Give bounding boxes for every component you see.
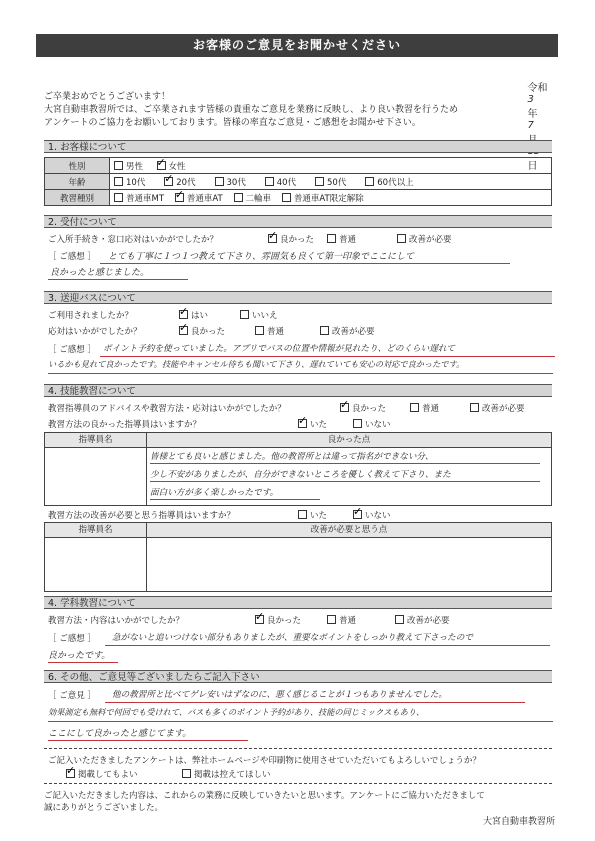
checkbox[interactable] <box>255 326 264 335</box>
checkbox-checked[interactable] <box>164 177 173 186</box>
date-year[interactable]: 3 <box>527 94 534 105</box>
bus-q1: ご利用されましたか？ <box>48 311 134 321</box>
checkbox[interactable] <box>114 161 123 170</box>
skill-q2: 教習方法の良かった指導員はいますか？ <box>48 420 202 430</box>
checkbox[interactable] <box>240 310 249 319</box>
skill-q1-improve[interactable]: 改善が必要 <box>470 402 525 414</box>
underline <box>150 481 540 482</box>
bus-q2-normal[interactable]: 普通 <box>255 325 284 337</box>
skill-q2-yes[interactable]: ✓ いた <box>298 418 327 430</box>
underline <box>105 645 550 646</box>
section-header-skill: 4. 技能教習について <box>44 384 552 397</box>
checkbox-checked[interactable] <box>66 769 75 778</box>
checkbox-checked[interactable] <box>179 326 188 335</box>
checkbox[interactable] <box>234 193 243 202</box>
course-option[interactable]: 普通車MT <box>114 194 164 204</box>
checkbox[interactable] <box>410 403 419 412</box>
table-divider <box>146 523 147 591</box>
checkbox[interactable] <box>114 177 123 186</box>
checkbox-checked[interactable] <box>353 510 362 519</box>
improve-col-points: 改善が必要と思う点 <box>147 523 551 538</box>
page-title: お客様のご意見をお聞かせください <box>36 34 558 57</box>
skill-q1-good[interactable]: ✓ 良かった <box>340 402 386 414</box>
intro-line: 大宮自動車教習所では、ご卒業されます皆様の貴重なご意見を業務に反映し、より良い教習を行うため <box>44 105 459 115</box>
checkbox[interactable] <box>365 177 374 186</box>
underline <box>100 263 510 264</box>
checkbox[interactable] <box>315 177 324 186</box>
table-divider <box>146 433 147 505</box>
checkbox-checked[interactable] <box>179 310 188 319</box>
publish-option-ok[interactable]: ✓掲載してもよい <box>66 768 138 780</box>
skill-q2-no[interactable]: いない <box>353 418 391 430</box>
underline <box>48 279 188 280</box>
bus-q2: 応対はいかがでしたか？ <box>48 327 142 337</box>
intro-line: ご卒業おめでとうございます！ <box>44 92 171 102</box>
publish-question: ご記入いただきましたアンケートは、弊社ホームページや印刷物に使用させていただいてもよろしいでしょうか？ <box>48 756 481 766</box>
gender-options <box>110 158 552 174</box>
reception-question: ご入所手続き・窓口応対はいかがでしたか？ <box>48 235 219 245</box>
academic-comment-line[interactable]: 良かったです。 <box>48 651 111 661</box>
checkbox[interactable] <box>320 326 329 335</box>
signature: 大宮自動車教習所 <box>482 817 555 827</box>
underline <box>48 721 553 722</box>
checkbox-checked[interactable] <box>268 234 277 243</box>
other-comment-line[interactable]: 効果測定も無料で何回でも受けれて、バスも多くのポイント予約があり、技能の同じミックスもあり、 <box>48 707 425 717</box>
course-label: 教習種別 <box>45 190 110 206</box>
good-col-points: 良かった点 <box>147 433 551 448</box>
good-col-instructor: 指導員名 <box>45 433 146 448</box>
bus-comment-line[interactable]: ポイント予約を使っていました。アプリでバスの位置や情報が見れたり、どのくらい遅れて <box>103 344 456 354</box>
checkbox[interactable] <box>114 193 123 202</box>
footer-text <box>44 790 485 814</box>
bus-q1-yes[interactable]: ✓ はい <box>179 309 208 321</box>
reception-comment-line[interactable]: とても丁寧に１つ１つ教えて下さり、雰囲気も良くて第一印象でここにして <box>108 252 415 262</box>
course-options <box>110 190 552 206</box>
other-comment-label: ［ ご意見 ］ <box>48 691 96 701</box>
date-month[interactable]: 7 <box>527 120 534 131</box>
checkbox-checked[interactable] <box>157 161 166 170</box>
good-point-line[interactable]: 少し不安がありましたが、自分ができないところを優しく教えて下さり、また <box>150 470 451 480</box>
other-comment-line[interactable]: 他の教習所と比べてゲレ安いはずなのに、悪く感じることが１つもありませんでした。 <box>112 690 447 700</box>
underline <box>105 702 525 703</box>
date-era: 令和 <box>527 83 548 94</box>
checkbox[interactable] <box>282 193 291 202</box>
academic-option-improve[interactable]: 改善が必要 <box>395 614 450 626</box>
underline <box>48 740 248 741</box>
checkbox-checked[interactable] <box>175 193 184 202</box>
checkbox[interactable] <box>327 615 336 624</box>
age-label: 年齢 <box>45 174 110 190</box>
date-year-label: 年 <box>527 109 538 120</box>
date-day-label: 日 <box>527 161 538 172</box>
course-option[interactable]: 普通車AT限定解除 <box>282 194 364 204</box>
age-option[interactable]: 10代 <box>114 178 145 188</box>
section-header-reception: 2. 受付について <box>44 215 552 228</box>
bus-q1-no[interactable]: いいえ <box>240 309 278 321</box>
underline <box>150 499 320 500</box>
dashed-divider <box>44 748 552 749</box>
bus-q2-good[interactable]: ✓ 良かった <box>179 325 225 337</box>
section-header-customer: 1. お客様について <box>44 140 552 153</box>
skill-q1: 教習指導員のアドバイスや教習方法・応対はいかがでしたか？ <box>48 404 286 414</box>
improve-col-instructor: 指導員名 <box>45 523 146 538</box>
age-option[interactable]: 60代以上 <box>365 178 413 188</box>
age-option[interactable]: ✓ 20代 <box>164 178 195 188</box>
skill-q3-no[interactable]: ✓ いない <box>353 509 391 521</box>
good-point-line[interactable]: 面白い方が多く楽しかったです。 <box>150 488 279 498</box>
gender-label: 性別 <box>45 158 110 174</box>
checkbox[interactable] <box>470 403 479 412</box>
intro-line: アンケートのご協力をお願いしております。皆様の率直なご意見・ご感想をお聞かせ下さい。 <box>44 118 421 128</box>
checkbox-checked[interactable] <box>340 403 349 412</box>
bus-q2-improve[interactable]: 改善が必要 <box>320 325 375 337</box>
course-option[interactable]: 二輪車 <box>234 194 272 204</box>
section-header-other: 6. その他、ご意見等ございましたらご記入下さい <box>44 670 552 683</box>
footer-line: 誠にありがとうございました。 <box>44 803 164 813</box>
academic-option-normal[interactable]: 普通 <box>327 614 356 626</box>
academic-option-good[interactable]: ✓ 良かった <box>255 614 301 626</box>
age-option[interactable]: 40代 <box>265 178 296 188</box>
bus-comment-line[interactable]: いるかも見れて良かったです。技能やキャンセル待ちも聞いて下さり、遅れていても安心の対応で良かったです。 <box>48 359 465 369</box>
skill-q3: 教習方法の改善が必要と思う指導員はいますか？ <box>48 511 236 521</box>
academic-question: 教習方法・内容はいかがでしたか？ <box>48 616 185 626</box>
academic-comment-label: ［ ご感想 ］ <box>48 634 96 644</box>
checkbox[interactable] <box>397 234 406 243</box>
publish-option-no[interactable]: 掲載は控えてほしい <box>182 768 271 780</box>
academic-comment-line[interactable]: 急がないと追いつけない部分もありましたが、重要なポイントをしっかり教えて下さったので <box>112 633 473 643</box>
gender-option-female[interactable]: ✓ 女性 <box>157 162 186 172</box>
skill-q1-normal[interactable]: 普通 <box>410 402 439 414</box>
checkbox-checked[interactable] <box>255 615 264 624</box>
other-comment-line[interactable]: ここにして良かったと感じてます。 <box>48 729 192 739</box>
section-header-bus: 3. 送迎バスについて <box>44 291 552 304</box>
good-point-line[interactable]: 皆様とても良いと感じました。他の教習所とは違って指名ができない分、 <box>150 452 434 462</box>
checkbox-checked[interactable] <box>298 419 307 428</box>
underline <box>48 373 553 374</box>
age-option[interactable]: 50代 <box>315 178 346 188</box>
checkbox[interactable] <box>265 177 274 186</box>
skill-q3-yes[interactable]: いた <box>298 509 327 521</box>
checkbox[interactable] <box>182 769 191 778</box>
reception-comment-line[interactable]: 良かったと感じました。 <box>50 268 150 278</box>
checkbox[interactable] <box>215 177 224 186</box>
intro-text <box>44 91 564 130</box>
age-option[interactable]: 30代 <box>215 178 246 188</box>
bus-comment-label: ［ ご感想 ］ <box>48 345 96 355</box>
reception-option-good[interactable]: ✓ 良かった <box>268 233 314 245</box>
reception-option-normal[interactable]: 普通 <box>327 233 356 245</box>
underline <box>100 356 555 357</box>
dashed-divider <box>44 783 552 784</box>
checkbox[interactable] <box>395 615 404 624</box>
reception-comment-label: ［ ご感想 ］ <box>48 252 96 262</box>
gender-option-male[interactable]: 男性 <box>114 162 143 172</box>
checkbox[interactable] <box>298 510 307 519</box>
section-header-academic: 4. 学科教習について <box>44 596 552 609</box>
profile-table <box>44 157 552 206</box>
course-option[interactable]: ✓ 普通車AT <box>175 194 223 204</box>
checkbox[interactable] <box>327 234 336 243</box>
underline <box>150 463 540 464</box>
reception-option-improve[interactable]: 改善が必要 <box>397 233 452 245</box>
footer-line: ご記入いただきました内容は、これからの業務に反映していきたいと思います。アンケートにご協力いただきまして <box>44 791 485 801</box>
checkbox[interactable] <box>353 419 362 428</box>
underline <box>48 662 118 663</box>
